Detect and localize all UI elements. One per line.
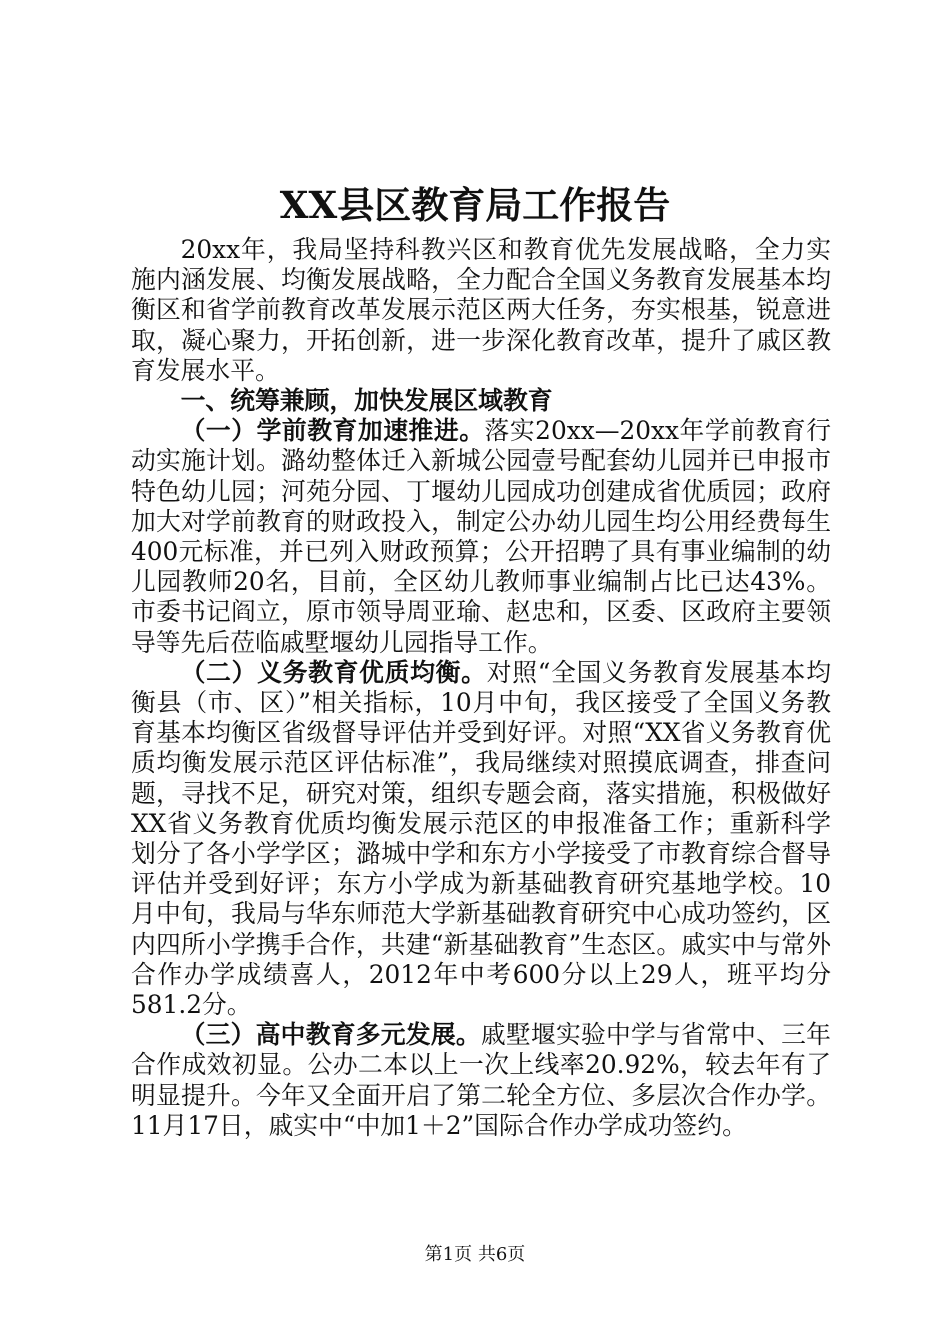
subsection-heading: （三）高中教育多元发展。 — [180, 1020, 481, 1050]
document-title: XX县区教育局工作报告 — [279, 183, 671, 227]
subsection-compulsory — [131, 658, 831, 1020]
subsection-text: 戚墅堰实验中学与省常中、三年合作成效初显。公办二本以上一次上线率20.92%，较去年有了明显提升。今年又全面开启了第二轮全方位、多层次合作办学。11月17日，戚实中“中加1＋2”国际合作办学成功签约。 — [131, 1020, 831, 1140]
intro-paragraph: 20xx年，我局坚持科教兴区和教育优先发展战略，全力实施内涵发展、均衡发展战略，全力配合全国义务教育发展基本均衡区和省学前教育改革发展示范区两大任务，夯实根基，锐意进取，凝心聚力，开拓创新，进一步深化教育改革，提升了戚区教育发展水平。 — [131, 235, 831, 385]
subsection-heading: （二）义务教育优质均衡。 — [180, 657, 487, 687]
subsection-text: 落实20xx—20xx年学前教育行动实施计划。潞幼整体迁入新城公园壹号配套幼儿园并已申报市特色幼儿园；河苑分园、丁堰幼儿园成功创建成省优质园；政府加大对学前教育的财政投入，制定公办幼儿园生均公用经费每生400元标准，并已列入财政预算；公开招聘了具有事业编制的幼儿园教师20名，目前，全区幼儿教师事业编制占比已达43%。市委书记阎立，原市领导周亚瑜、赵忠和，区委、区政府主要领导等先后莅临戚墅堰幼儿园指导工作。 — [131, 416, 831, 657]
subsection-preschool — [131, 416, 831, 658]
subsection-heading: （一）学前教育加速推进。 — [180, 416, 485, 446]
section-heading: 一、统筹兼顾，加快发展区域教育 — [180, 386, 553, 416]
subsection-text: 对照“全国义务教育发展基本均衡县（市、区）”相关指标，10月中旬，我区接受了全国义务教育基本均衡区省级督导评估并受到好评。对照“XX省义务教育优质均衡发展示范区评估标准”，我局继续对照摸底调查，排查问题，寻找不足，研究对策，组织专题会商，落实措施，积极做好XX省义务教育优质均衡发展示范区的申报准备工作；重新科学划分了各小学学区；潞城中学和东方小学接受了市教育综合督导评估并受到好评；东方小学成为新基础教育研究基地学校。10月中旬，我局与华东师范大学新基础教育研究中心成功签约，区内四所小学携手合作，共建“新基础教育”生态区。戚实中与常外合作办学成绩喜人，2012年中考600分以上29人，班平均分581.2分。 — [131, 657, 831, 1020]
document-body — [131, 235, 831, 1141]
subsection-highschool — [131, 1020, 831, 1141]
page-footer: 第1页 共6页 — [424, 1244, 526, 1265]
